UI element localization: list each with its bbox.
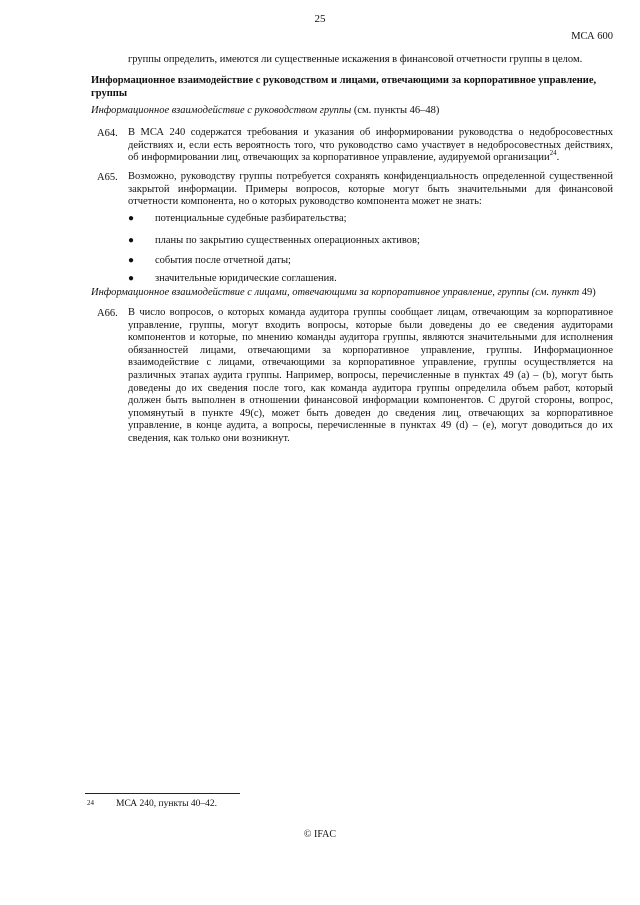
paragraph-label-a64: A64. [97,128,118,139]
subheading-governance [91,286,616,299]
footnote-ref[interactable]: 24 [549,149,557,158]
subheading-management-ref: (см. пункты 46–48) [351,105,440,116]
bullet-icon: ● [128,213,135,224]
intro-line: группы определить, имеются ли существенные искажения в финансовой отчетности группы в целом. [128,54,583,65]
paragraph-a64-text: В МСА 240 содержатся требования и указания об информировании руководства о недобросовестных действиях и, если есть вероятность того, что руководство само участвует в недобросовестных действиях, об информировании лиц, отвечающих за корпоративное управление, аудируемой организации [128,127,613,164]
footnote-text: МСА 240, пункты 40–42. [116,799,217,809]
paragraph-a65: Возможно, руководству группы потребуется сохранять конфиденциальность определенной существенной закрытой информации. Примеры вопросов, которые могут быть значительными для финансовой отчетности компонента, но о которых руководство компонента может не знать: [128,171,613,208]
paragraph-label-a65: A65. [97,172,118,183]
paragraph-a64-tail: . [556,152,560,164]
bullet-icon: ● [128,235,135,246]
subheading-management-italic: Информационное взаимодействие с руководством группы [91,105,352,116]
subheading-governance-ref: 49) [579,287,596,298]
footnote-divider [85,793,240,794]
subheading-governance-italic: Информационное взаимодействие с лицами, отвечающими за корпоративное управление, группы (см. пункт [91,287,580,298]
footnote-number: 24 [87,799,94,807]
copyright-footer: © IFAC [303,829,337,840]
paragraph-a64 [128,127,613,165]
bullet-icon: ● [128,255,135,266]
section-heading: Информационное взаимодействие с руководством и лицами, отвечающими за корпоративное управление, группы [91,75,597,99]
bullet-icon: ● [128,273,135,284]
page-number: 25 [314,13,326,25]
paragraph-label-a66: A66. [97,308,118,319]
standard-code: МСА 600 [571,31,613,42]
paragraph-a66: В число вопросов, о которых команда аудитора группы сообщает лицам, отвечающим за корпоративное управление, группы, могут входить вопросы, которые были доведены до ее сведения аудиторами компонентов и которые, по мнению команды аудитора группы, являются значительными для исполнения обязанностей лицами, отвечающими за корпоративное управление, группы. Информационное взаимодействие с лицами, отвечающими за корпоративное управление, группы осуществляется на различных этапах аудита группы. Например, вопросы, перечисленные в пунктах 49 (a) – (b), могут быть доведены до их сведения после того, как команда аудитора группы определила объем работ, который должен быть выполнен в отношении финансовой информации компонентов. С другой стороны, вопрос, упомянутый в пункте 49(c), может быть доведен до сведения лиц, отвечающих за корпоративное управление, в конце аудита, а вопросы, перечисленные в пунктах 49 (d) – (e), могут доводиться до их сведения, как только они возникнут. [128,307,613,444]
bullet-item: события после отчетной даты; [155,255,291,266]
subheading-management [91,104,611,117]
bullet-item: потенциальные судебные разбирательства; [155,213,347,224]
bullet-item: значительные юридические соглашения. [155,273,337,284]
bullet-item: планы по закрытию существенных операционных активов; [155,235,420,246]
